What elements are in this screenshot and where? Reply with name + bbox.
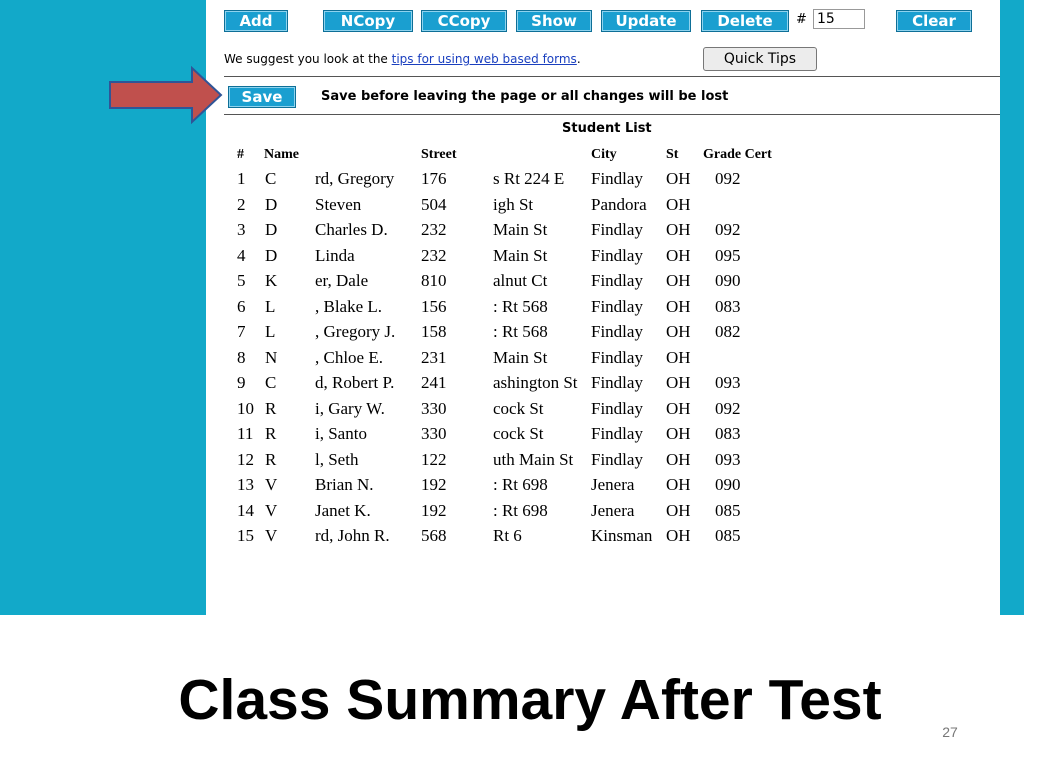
row-grade-cert: 095: [715, 245, 741, 265]
row-street-name: Main St: [493, 220, 548, 239]
row-city: Findlay: [591, 322, 643, 341]
row-name-initial: R: [265, 449, 277, 469]
row-grade-cert: 093: [715, 373, 741, 392]
row-street-number: 231: [421, 347, 447, 367]
table-row: [206, 319, 1000, 344]
slide-title: Class Summary After Test: [178, 668, 882, 732]
row-street-name: alnut Ct: [493, 271, 548, 290]
row-state: OH: [666, 322, 691, 341]
student-list-title: Student List: [562, 121, 652, 136]
row-name-initial: N: [265, 347, 278, 367]
divider-top: [224, 76, 1000, 77]
table-row: [206, 498, 1000, 523]
row-state: OH: [666, 194, 691, 214]
row-name: i, Santo: [315, 424, 367, 443]
row-grade-cert: 092: [715, 398, 741, 418]
suggest-prefix: We suggest you look at the: [224, 52, 392, 66]
row-street-number: 122: [421, 449, 447, 469]
record-number-label: #: [796, 12, 807, 27]
row-city: Jenera: [591, 475, 635, 494]
row-grade-cert: 083: [715, 296, 741, 316]
clear-button[interactable]: Clear: [896, 10, 972, 32]
row-grade-cert: 085: [715, 526, 741, 545]
row-num: 14: [237, 500, 254, 520]
row-grade-cert: 085: [715, 500, 741, 520]
row-street-number: 176: [421, 169, 447, 188]
row-name-initial: L: [265, 296, 276, 316]
table-row: [206, 243, 1000, 268]
row-street-name: Main St: [493, 245, 548, 265]
row-name-initial: D: [265, 245, 278, 265]
row-city: Findlay: [591, 245, 643, 265]
table-row: [206, 217, 1000, 242]
slide-page-number: 27: [942, 724, 958, 740]
ccopy-button[interactable]: CCopy: [421, 10, 507, 32]
row-name: , Gregory J.: [315, 322, 396, 341]
row-street-number: 330: [421, 398, 447, 418]
row-state: OH: [666, 296, 691, 316]
header-name: Name: [264, 147, 299, 162]
record-number-input[interactable]: [813, 9, 865, 29]
row-state: OH: [666, 245, 691, 265]
row-city: Findlay: [591, 373, 643, 392]
row-grade-cert: 082: [715, 322, 741, 341]
row-state: OH: [666, 526, 691, 545]
row-name: rd, Gregory: [315, 169, 395, 188]
row-name: Steven: [315, 194, 362, 214]
row-street-name: : Rt 698: [493, 475, 548, 494]
row-num: 1: [237, 169, 246, 188]
header-city: City: [591, 147, 617, 162]
row-num: 5: [237, 271, 246, 290]
table-row: [206, 370, 1000, 395]
row-name-initial: R: [265, 424, 277, 443]
row-name-initial: C: [265, 373, 277, 392]
row-street-name: : Rt 568: [493, 322, 548, 341]
row-state: OH: [666, 500, 691, 520]
table-row: [206, 523, 1000, 548]
row-street-number: 232: [421, 245, 447, 265]
ncopy-button[interactable]: NCopy: [323, 10, 413, 32]
row-city: Kinsman: [591, 526, 653, 545]
row-street-name: Main St: [493, 347, 548, 367]
divider-bottom: [224, 114, 1000, 115]
row-street-number: 568: [421, 526, 447, 545]
row-street-name: : Rt 568: [493, 296, 548, 316]
row-grade-cert: 090: [715, 475, 741, 494]
show-button[interactable]: Show: [516, 10, 592, 32]
row-state: OH: [666, 424, 691, 443]
row-city: Findlay: [591, 169, 643, 188]
row-state: OH: [666, 449, 691, 469]
row-name-initial: L: [265, 322, 276, 341]
row-num: 12: [237, 449, 254, 469]
row-grade-cert: 092: [715, 220, 741, 239]
table-row: [206, 421, 1000, 446]
row-city: Findlay: [591, 271, 643, 290]
row-name-initial: R: [265, 398, 277, 418]
row-street-number: 156: [421, 296, 447, 316]
row-street-number: 241: [421, 373, 447, 392]
row-street-name: : Rt 698: [493, 500, 548, 520]
row-name: i, Gary W.: [315, 398, 385, 418]
row-name: er, Dale: [315, 271, 369, 290]
row-street-name: ashington St: [493, 373, 578, 392]
row-num: 8: [237, 347, 246, 367]
row-name: , Chloe E.: [315, 347, 383, 367]
row-state: OH: [666, 347, 691, 367]
row-name: d, Robert P.: [315, 373, 395, 392]
header-st: St: [666, 147, 679, 162]
table-row: [206, 472, 1000, 497]
row-name-initial: D: [265, 194, 278, 214]
red-arrow-icon: [108, 66, 223, 124]
row-city: Findlay: [591, 347, 643, 367]
row-state: OH: [666, 169, 691, 188]
right-teal-strip: [1000, 0, 1024, 615]
row-city: Jenera: [591, 500, 635, 520]
tips-suggestion: [224, 52, 581, 66]
row-street-name: igh St: [493, 194, 534, 214]
row-name: Brian N.: [315, 475, 374, 494]
row-num: 9: [237, 373, 246, 392]
row-num: 13: [237, 475, 254, 494]
row-state: OH: [666, 398, 691, 418]
row-city: Findlay: [591, 424, 643, 443]
quick-tips-button[interactable]: Quick Tips: [703, 47, 817, 71]
table-row: [206, 192, 1000, 217]
row-city: Findlay: [591, 220, 643, 239]
row-city: Findlay: [591, 296, 643, 316]
row-grade-cert: 083: [715, 424, 741, 443]
row-street-number: 330: [421, 424, 447, 443]
row-grade-cert: 093: [715, 449, 741, 469]
suggest-suffix: .: [576, 52, 581, 66]
row-street-name: cock St: [493, 424, 544, 443]
save-warning-message: Save before leaving the page or all changes will be lost: [321, 89, 729, 104]
row-street-number: 504: [421, 194, 447, 214]
row-street-name: Rt 6: [493, 526, 522, 545]
row-street-number: 192: [421, 500, 447, 520]
row-street-number: 192: [421, 475, 447, 494]
table-row: [206, 166, 1000, 191]
header-num: #: [237, 147, 244, 162]
row-num: 10: [237, 398, 254, 418]
embedded-screenshot: [206, 0, 1000, 615]
row-name-initial: V: [265, 526, 278, 545]
row-name: , Blake L.: [315, 296, 383, 316]
row-city: Findlay: [591, 449, 643, 469]
row-num: 7: [237, 322, 246, 341]
row-num: 2: [237, 194, 246, 214]
row-num: 15: [237, 526, 254, 545]
row-num: 11: [237, 424, 254, 443]
row-street-number: 158: [421, 322, 447, 341]
row-name-initial: K: [265, 271, 278, 290]
row-street-name: uth Main St: [493, 449, 574, 469]
row-state: OH: [666, 475, 691, 494]
row-state: OH: [666, 220, 691, 239]
table-row: [206, 294, 1000, 319]
update-button[interactable]: Update: [601, 10, 691, 32]
save-button[interactable]: Save: [228, 86, 296, 108]
row-street-name: cock St: [493, 398, 544, 418]
table-row: [206, 447, 1000, 472]
row-city: Pandora: [591, 194, 647, 214]
header-street: Street: [421, 147, 457, 162]
row-name: Janet K.: [315, 500, 371, 520]
tips-link[interactable]: tips for using web based forms: [391, 52, 577, 66]
row-grade-cert: 090: [715, 271, 741, 290]
row-name: l, Seth: [315, 449, 359, 469]
row-grade-cert: 092: [715, 169, 741, 188]
table-row: [206, 396, 1000, 421]
row-state: OH: [666, 373, 691, 392]
row-street-number: 232: [421, 220, 447, 239]
row-street-name: s Rt 224 E: [493, 169, 565, 188]
delete-button[interactable]: Delete: [701, 10, 789, 32]
row-name: Linda: [315, 245, 355, 265]
row-name: Charles D.: [315, 220, 388, 239]
row-name-initial: C: [265, 169, 277, 188]
row-name-initial: D: [265, 220, 278, 239]
table-row: [206, 268, 1000, 293]
row-state: OH: [666, 271, 691, 290]
row-name: rd, John R.: [315, 526, 390, 545]
row-num: 3: [237, 220, 246, 239]
row-street-number: 810: [421, 271, 447, 290]
row-city: Findlay: [591, 398, 643, 418]
row-name-initial: V: [265, 475, 278, 494]
table-row: [206, 345, 1000, 370]
add-button[interactable]: Add: [224, 10, 288, 32]
row-name-initial: V: [265, 500, 278, 520]
row-num: 6: [237, 296, 246, 316]
header-grade-cert: Grade Cert: [703, 147, 772, 162]
row-num: 4: [237, 245, 246, 265]
